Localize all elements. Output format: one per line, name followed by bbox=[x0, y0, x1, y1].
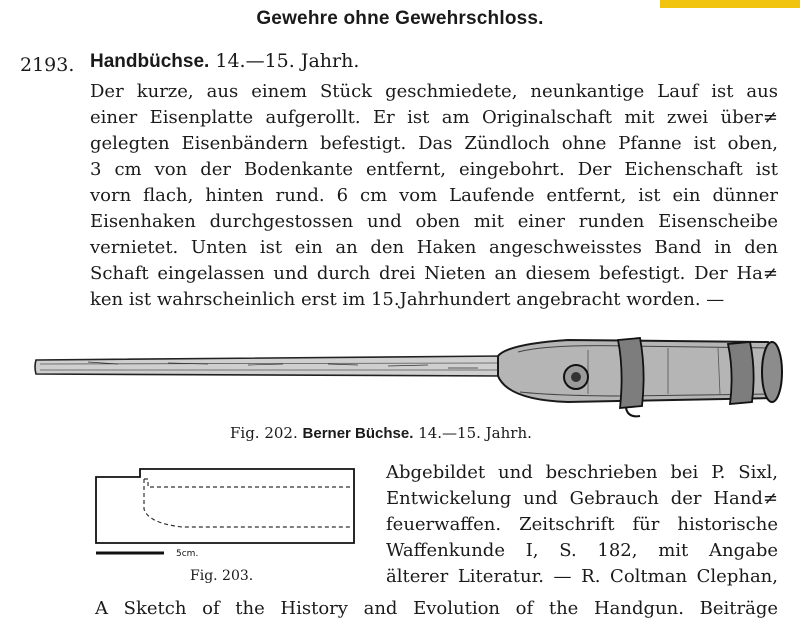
fig202-title: Berner Büchse. bbox=[302, 425, 414, 442]
scale-label: 5cm. bbox=[176, 549, 199, 559]
description-line: ken ist wahrscheinlich erst im 15.Jahrhundert angebracht worden. — bbox=[90, 289, 725, 310]
description-line: vorn flach, hinten rund. 6 cm vom Laufende entfernt, ist ein dünner bbox=[90, 185, 778, 206]
description-line: 3 cm von der Bodenkante entfernt, eingebohrt. Der Eichenschaft ist bbox=[90, 159, 778, 180]
description-line: vernietet. Unten ist ein an den Haken angeschweisstes Band in den bbox=[90, 237, 778, 258]
description-line: Eisenhaken durchgestossen und oben mit einer runden Eisenscheibe bbox=[90, 211, 778, 232]
reference-line: feuerwaffen. Zeitschrift für historische bbox=[386, 514, 778, 535]
corner-tab bbox=[660, 0, 800, 8]
page-header: Gewehre ohne Gewehrschloss. bbox=[256, 8, 544, 29]
entry-title bbox=[90, 50, 359, 73]
entry-number: 2193. bbox=[20, 54, 75, 76]
entry-description bbox=[90, 79, 778, 313]
reference-line: älterer Literatur. — R. Coltman Clephan, bbox=[386, 566, 778, 587]
reference-line: Waffenkunde I, S. 182, mit Angabe bbox=[386, 540, 778, 561]
description-line: Der kurze, aus einem Stück geschmiedete, neunkantige Lauf ist aus bbox=[90, 81, 778, 102]
reference-full-line: A Sketch of the History and Evolution of the Handgun. Beiträge bbox=[95, 598, 778, 619]
description-line: gelegten Eisenbändern befestigt. Das Zündloch ohne Pfanne ist oben, bbox=[90, 133, 778, 154]
reference-line: Entwickelung und Gebrauch der Hand≠ bbox=[386, 488, 778, 509]
entry-name: Handbüchse. bbox=[90, 51, 210, 72]
fig202-caption bbox=[230, 424, 532, 442]
description-line: einer Eisenplatte aufgerollt. Er ist am Originalschaft mit zwei über≠ bbox=[90, 107, 778, 128]
entry-date: 14.—15. Jahrh. bbox=[215, 50, 360, 72]
handgun-illustration bbox=[28, 330, 788, 425]
reference-text bbox=[386, 460, 778, 590]
description-line: Schaft eingelassen und durch drei Nieten an diesem befestigt. Der Ha≠ bbox=[90, 263, 778, 284]
fig203-caption: Fig. 203. bbox=[190, 568, 254, 584]
reference-line: Abgebildet und beschrieben bei P. Sixl, bbox=[386, 462, 778, 483]
fig202-date: 14.—15. Jahrh. bbox=[418, 424, 532, 442]
fig202-label: Fig. 202. bbox=[230, 424, 298, 442]
cross-section-diagram bbox=[92, 465, 364, 565]
